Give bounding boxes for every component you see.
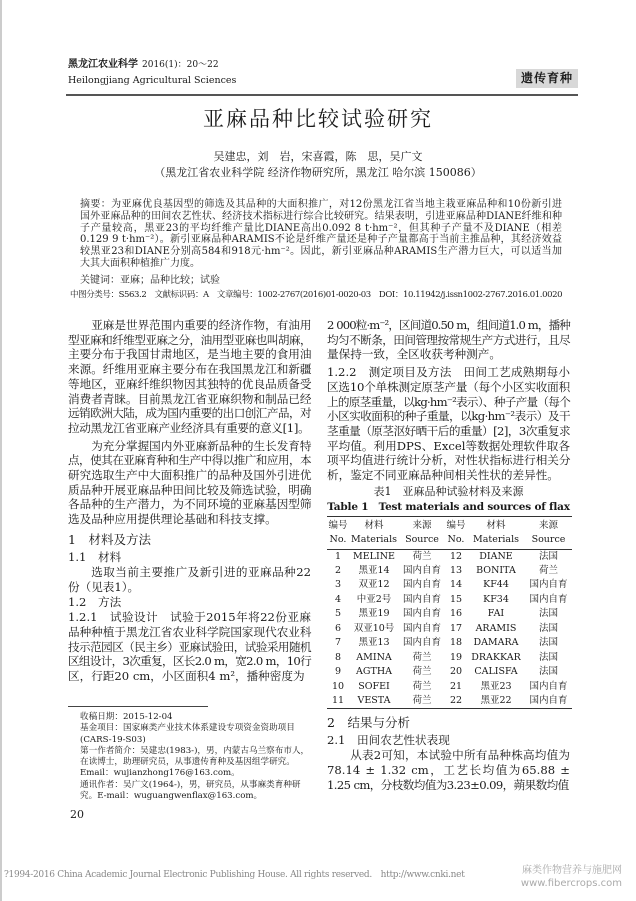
table-cell: 荷兰 [538,564,558,576]
abstract-line: 子产量较高，黑亚23的平均纤维产量比DIANE高出0.092 8 t·hm⁻²，但其种子产量不及DIANE（相差 [80,222,562,234]
abstract-line: 0.129 9 t·hm⁻²）。新引亚麻品种ARAMIS不论是纤维产量还是种子产量都高于当前主推品种，其经济效益 [80,234,562,246]
abstract-line: 大其大面积种植推广力度。 [80,257,200,269]
table-cell: 荷兰 [412,651,432,663]
column-header: Materials [349,533,399,550]
table-cell: 15 [449,593,463,605]
footnote-received: 收稿日期：2015-12-04 [80,712,173,722]
issue-info: 2016(1)：20～22 [142,60,219,70]
table-cell: ARAMIS [475,622,517,634]
table-cell: 国内自育 [525,694,572,709]
text-line: 78.14 ± 1.32 cm，工艺长均值为65.88 ± [327,762,570,777]
text-line: 平均值。利用DPS、Excel等数据处理软件取各 [327,438,570,453]
text-line: 品种种植于黑龙江省农业科学院国家现代农业科 [68,624,312,639]
table-row [327,578,572,593]
table-cell: 14 [449,579,463,591]
watermark-url: www.fibercrops.com [520,878,622,889]
table-cell: 黑亚22 [467,694,525,709]
table-cell: VESTA [349,694,399,709]
text-line: 选及品种应用提供理论基础和科技支撑。 [68,512,277,527]
table-cell: 9 [334,666,342,678]
table-cell: 20 [449,666,463,678]
column-header: 编号 [445,516,467,533]
watermark-cn: 麻类作物营养与施肥网 [522,865,622,876]
table-cell: AGTHA [356,666,392,678]
table-cell: 3 [334,579,342,591]
table-caption-en: Table 1 Test materials and sources of flax [327,500,570,513]
footnote-first-author: 第一作者简介：吴建忠(1983-)，男，内蒙古乌兰察布市人，在读博士，助理研究员，从事遗传育种及基因组学研究。Email：wujianzhong176@163.com。 [80,745,310,779]
table-cell: 1 [334,550,342,562]
text-line: 茎重量（原茎沤好晒干后的重量）[2]，3次重复求 [327,423,570,438]
affiliation: （黑龙江省农业科学院 经济作物研究所，黑龙江 哈尔滨 150086） [154,166,482,179]
column-header: 材料 [349,516,399,533]
table-cell: 法国 [538,608,558,620]
column-header: 来源 [399,516,445,533]
table-cell: 法国 [538,637,558,649]
text-line: 区组设计，3次重复，区长2.0 m，宽2.0 m，10行 [68,654,311,669]
table-cell: SOFEI [358,680,390,692]
table-cell: 2 [334,564,342,576]
column-header: Source [525,533,572,550]
table-cell: KF44 [483,579,509,591]
table-cell: 黑亚19 [358,608,390,620]
text-line: 析，鉴定不同亚麻品种间相关性状的差异性。 [327,468,559,483]
table-cell: 黑亚13 [358,637,390,649]
table-cell: 13 [449,564,463,576]
table-cell: DAMARA [473,637,519,649]
section-tag: 遗传育种 [516,69,578,88]
table-cell: 法国 [538,622,558,634]
footnote-corresponding: 通讯作者：吴广文(1964-)，男，研究员，从事麻类育种研究。E-mail：wuguangwenflax@163.com。 [80,779,301,802]
table-cell: 8 [334,651,342,663]
table-cell: 黑亚14 [358,564,390,576]
table-cell: 国内自育 [402,637,441,649]
subsection-heading: 1.1 材料 [68,549,122,564]
table-row [327,622,572,637]
paragraph-sowing [327,318,570,362]
paragraph-objective [68,439,311,527]
table-cell: 法国 [538,550,558,562]
paragraph-intro [68,318,311,436]
table-cell: 17 [449,622,463,634]
copyright-footer: ?1994-2016 China Academic Journal Electronic Publishing House. All rights reserved. http://www.cnki.net [4,870,465,880]
column-header: 材料 [467,516,525,533]
text-line: 远销欧洲大陆，成为国内重要的出口创汇产品，对 [68,406,311,421]
table-cell: 荷兰 [412,680,432,692]
table-cell: 国内自育 [402,564,441,576]
table-cell: 10 [331,680,345,692]
table-cell: 国内自育 [402,593,441,605]
table-cell: 6 [334,622,342,634]
journal-name-en: Heilongjiang Agricultural Sciences [68,75,237,86]
paragraph-measurement [327,365,570,483]
text-line: 份（见表1）。 [68,579,140,594]
authors: 吴建忠，刘 岩，宋喜霞，陈 思，吴广文 [213,150,423,163]
column-header: Materials [467,533,525,550]
column-header: 编号 [327,516,349,533]
text-line: 1.2.2 测定项目及方法 田间工艺成熟期每小 [327,365,570,380]
table-cell: 黑亚23 [480,680,512,692]
paragraph-materials [68,565,311,594]
table-cell: 法国 [538,666,558,678]
table-caption-cn: 表1 亚麻品种试验材料及来源 [373,484,524,498]
table-cell: 16 [449,608,463,620]
keywords: 关键词：亚麻；品种比较；试验 [80,275,220,286]
table-cell: BONITA [476,564,516,576]
table-cell: 双亚10号 [353,622,395,634]
table-cell: 7 [334,637,342,649]
table-row [327,665,572,680]
table-row [327,549,572,564]
table-cell: 国内自育 [529,680,568,692]
table-cell: 18 [449,637,463,649]
text-line: 来源。纤维用亚麻主要分布在我国黑龙江和新疆 [68,362,312,377]
paper-title: 亚麻品种比较试验研究 [203,107,433,131]
table-cell: 国内自育 [529,593,568,605]
journal-name-cn: 黑龙江农业科学 2016(1)：20～22 [68,59,219,70]
column-header: No. [327,533,349,550]
left-column [68,318,311,684]
classification-line: 中图分类号：S563.2 文献标识码：A 文章编号：1002-2767(2016)01-0020-03 DOI：10.11942/j.issn1002-2767.2016.01.0020 [70,290,563,300]
page-edge [0,0,2,901]
table-cell: 11 [327,694,349,709]
table-cell: 双亚12 [358,579,390,591]
table-row [327,651,572,666]
abstract-line: 摘要：为亚麻优良基因型的筛选及其品种的大面积推广，对12份黑龙江省当地主栽亚麻品种和10份新引进 [80,199,562,210]
table-row [327,694,572,709]
table-cell: 荷兰 [412,666,432,678]
footnote-rule [68,706,208,707]
table-cell: 5 [334,608,342,620]
table-row [327,564,572,579]
text-line: 亚麻是世界范围内重要的经济作物，有油用 [91,318,312,332]
table-cell: 22 [445,694,467,709]
table-cell: 21 [449,680,463,692]
paragraph-design [68,610,311,684]
table-cell: AMINA [356,651,392,663]
table-cell: 国内自育 [529,579,568,591]
table-row [327,636,572,651]
table-cell: 12 [449,550,463,562]
text-line: 1.2.1 试验设计 试验于2015年将22份亚麻 [68,610,311,625]
text-line: 技示范园区（民主乡）亚麻试验田，试验采用随机 [68,639,311,654]
footnote-fund: 基金项目：国家麻类产业技术体系建设专项资金资助项目(CARS-19-S03) [80,723,295,745]
footnotes [70,712,312,822]
table-cell: 法国 [538,651,558,663]
table-cell: 中亚2号 [356,593,392,605]
text-line: 质品种开展亚麻品种田间比较及筛选试验，明确 [68,482,312,497]
abstract [80,199,562,270]
table-cell: 国内自育 [402,579,441,591]
text-line: 型亚麻和纤维型亚麻之分，油用型亚麻也叫胡麻， [68,332,311,347]
table-cell: FAI [487,608,505,620]
text-line: 1.25 cm，分枝数均值为3.23±0.09，蒴果数均值 [327,777,569,792]
table-cell: 4 [334,593,342,605]
text-line: 量保持一致，全区收获考种测产。 [327,347,501,362]
page-number: 20 [70,808,84,822]
text-line: 区，行距20 cm，小区面积4 m²，播种密度为 [68,669,305,684]
text-line: 2 000粒·m⁻²，区间道0.50 m，组间道1.0 m，播种 [327,318,570,332]
table-cell: KF34 [483,593,509,605]
section-heading: 1 材料及方法 [68,531,151,547]
table-cell: CALISFA [474,666,518,678]
text-line: 主要分布于我国甘肃地区，是当地主要的食用油 [68,347,312,362]
materials-table [327,516,572,710]
text-line: 上的原茎重量，以kg·hm⁻²表示）、种子产量（每个 [327,394,570,409]
table-cell: MELINE [353,550,395,562]
header-rule [66,94,578,96]
watermark [472,864,622,890]
table-cell: DRAKKAR [471,651,521,663]
text-line: 研究选取生产中大面积推广的品种及国外引进优 [68,468,312,483]
column-header: Source [399,533,445,550]
table-cell: 国内自育 [402,622,441,634]
text-line: 选取当前主要推广及新引进的亚麻品种22 [91,564,311,579]
right-column [327,318,570,792]
text-line: 区选10个单株测定原茎产量（每个小区实收面积 [327,379,570,394]
text-line: 各品种的生产潜力，为不同环境的亚麻基因型筛 [68,497,312,512]
text-line: 等地区，亚麻纤维织物因其独特的优良品质备受 [68,376,312,391]
table-cell: 国内自育 [402,608,441,620]
table-cell: 荷兰 [399,694,445,709]
table-row [327,607,572,622]
paragraph-results [327,748,570,792]
column-header: 来源 [525,516,572,533]
abstract-line: 国外亚麻品种的田间农艺性状、经济技术指标进行综合比较研究。结果表明，引进亚麻品种DIANE纤维和种 [80,210,562,222]
text-line: 拉动黑龙江省亚麻产业经济具有重要的意义[1]。 [68,420,310,435]
column-header: No. [445,533,467,550]
table-cell: DIANE [479,550,513,562]
section-heading: 2 结果与分析 [327,715,410,731]
table-cell: 19 [449,651,463,663]
text-line: 消费者青睐。目前黑龙江省亚麻织物和制品已经 [68,391,312,406]
text-line: 从表2可知，本试验中所有品种株高均值为 [350,748,570,763]
table-cell: 荷兰 [412,550,432,562]
text-line: 项平均值进行统计分析，对性状指标进行相关分 [327,453,571,468]
abstract-line: 较黑亚23和DIANE分别高584和918元·hm⁻²。因此，新引亚麻品种ARAMIS生产潜力巨大，可以适当加 [80,246,562,258]
subsection-heading: 1.2 方法 [68,595,122,610]
table-row [327,680,572,695]
text-line: 小区实收面积的种子重量，以kg·hm⁻²表示）及干 [327,409,570,424]
table-row [327,593,572,608]
text-line: 点，使其在亚麻育种和生产中得以推广和应用，本 [68,453,311,468]
subsection-heading: 2.1 田间农艺性状表现 [327,733,450,748]
text-line: 均匀不断条，田间管理按常规生产方式进行，且尽 [327,332,570,347]
text-line: 为充分掌握国内外亚麻新品种的生长发育特 [91,438,312,453]
